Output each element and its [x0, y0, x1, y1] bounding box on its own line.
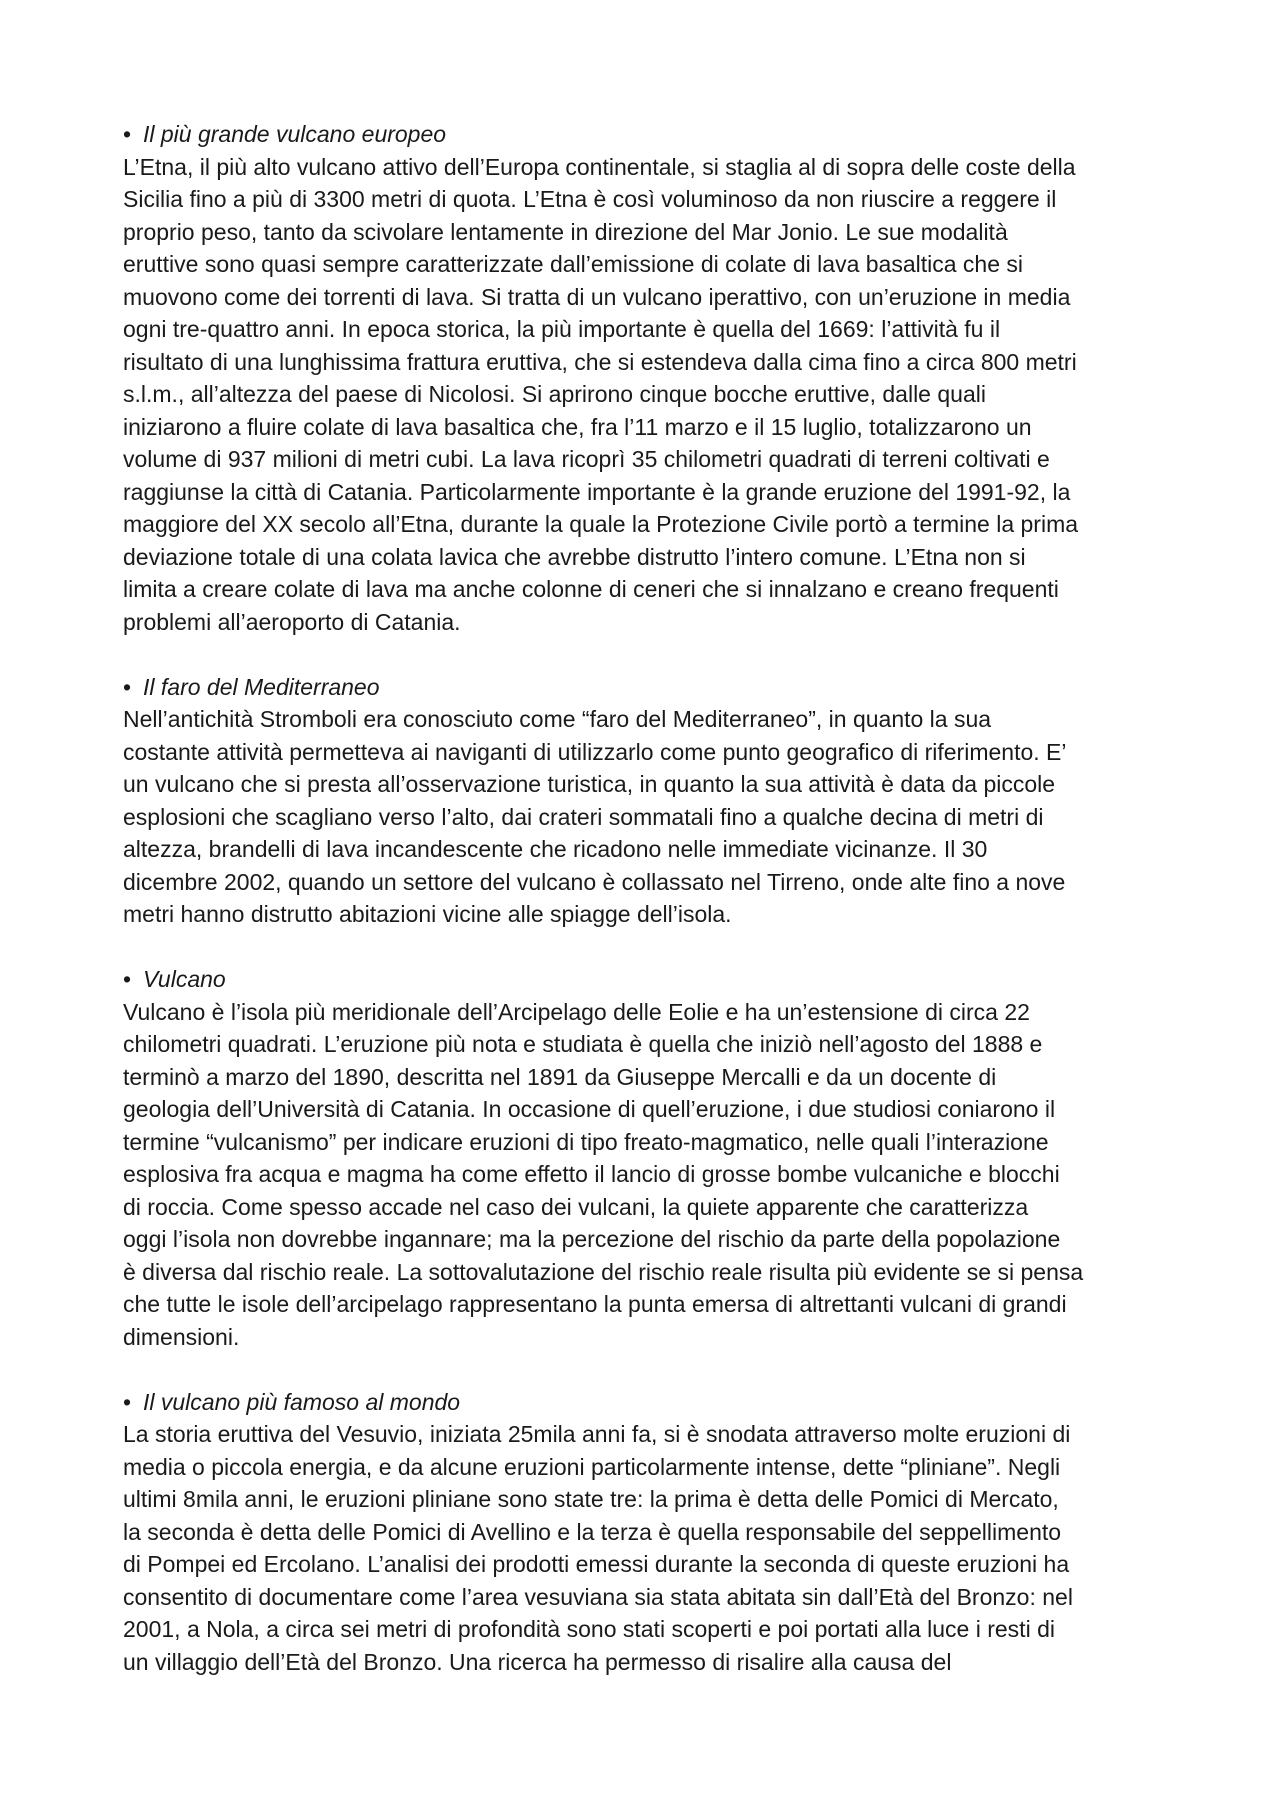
paragraph-line: maggiore del XX secolo all’Etna, durante la quale la Protezione Civile portò a termine la prima: [123, 511, 1079, 537]
paragraph-line: media o piccola energia, e da alcune eruzioni particolarmente intense, dette “pliniane”. Negli: [123, 1453, 1061, 1480]
paragraph-line: ogni tre-quattro anni. In epoca storica, la più importante è quella del 1669: l’attività fu il: [123, 316, 1001, 342]
paragraph-line: termine “vulcanismo” per indicare eruzioni di tipo freato-magmatico, nelle quali l’interazione: [123, 1128, 1049, 1155]
section-heading: [123, 671, 1181, 704]
paragraph-line: deviazione totale di una colata lavica che avrebbe distrutto l’intero comune. L’Etna non si: [123, 543, 1026, 570]
paragraph-line: un villaggio dell’Età del Bronzo. Una ricerca ha permesso di risalire alla causa del: [123, 1648, 952, 1675]
paragraph-line: costante attività permetteva ai naviganti di utilizzarlo come punto geografico di riferimento. E’: [123, 738, 1067, 765]
paragraph-line: muovono come dei torrenti di lava. Si tratta di un vulcano iperattivo, con un’eruzione in media: [123, 283, 1071, 310]
paragraph-line: L’Etna, il più alto vulcano attivo dell’Europa continentale, si staglia al di sopra delle coste della: [123, 153, 1076, 180]
paragraph-line: Nell’antichità Stromboli era conosciuto come “faro del Mediterraneo”, in quanto la sua: [123, 706, 992, 732]
paragraph-line: chilometri quadrati. L’eruzione più nota e studiata è quella che iniziò nell’agosto del 1888 e: [123, 1031, 1043, 1057]
paragraph-line: altezza, brandelli di lava incandescente che ricadono nelle immediate vicinanze. Il 30: [123, 836, 988, 862]
paragraph-line: esplosioni che scagliano verso l’alto, dai crateri sommatali fino a qualche decina di metri di: [123, 803, 1044, 830]
paragraph-line: eruttive sono quasi sempre caratterizzate dall’emissione di colate di lava basaltica che si: [123, 251, 1024, 277]
paragraph-line: consentito di documentare come l’area vesuviana sia stata abitata sin dall’Età del Bronzo: nel: [123, 1583, 1073, 1610]
paragraph-line: volume di 937 milioni di metri cubi. La lava ricoprì 35 chilometri quadrati di terreni coltivati e: [123, 446, 1050, 472]
paragraph-line: dimensioni.: [123, 1323, 240, 1350]
document-page: [123, 118, 1181, 1711]
paragraph-line: che tutte le isole dell’arcipelago rappresentano la punta emersa di altrettanti vulcani di grandi: [123, 1291, 1067, 1317]
section-vulcano: [123, 963, 1181, 1353]
bullet-icon: •: [123, 966, 132, 992]
section-heading: [123, 1386, 1181, 1419]
paragraph-line: iniziarono a fluire colate di lava basaltica che, fra l’11 marzo e il 15 luglio, totalizzarono un: [123, 413, 1032, 440]
paragraph-line: La storia eruttiva del Vesuvio, iniziata 25mila anni fa, si è snodata attraverso molte eruzioni di: [123, 1421, 1071, 1447]
bullet-icon: •: [123, 673, 132, 700]
paragraph-line: 2001, a Nola, a circa sei metri di profondità sono stati scoperti e poi portati alla luce i resti di: [123, 1616, 1055, 1642]
paragraph-line: esplosiva fra acqua e magma ha come effetto il lancio di grosse bombe vulcaniche e blocchi: [123, 1161, 1060, 1187]
paragraph-line: di roccia. Come spesso accade nel caso dei vulcani, la quiete apparente che caratterizza: [123, 1193, 1029, 1220]
section-heading-text: Vulcano: [143, 966, 226, 992]
paragraph-line: oggi l’isola non dovrebbe ingannare; ma la percezione del rischio da parte della popolazione: [123, 1226, 1061, 1252]
paragraph-line: dicembre 2002, quando un settore del vulcano è collassato nel Tirreno, onde alte fino a nove: [123, 868, 1066, 895]
section-heading: [123, 118, 1181, 151]
paragraph-line: un vulcano che si presta all’osservazione turistica, in quanto la sua attività è data da piccole: [123, 771, 1056, 797]
section-vesuvio: [123, 1386, 1181, 1679]
section-heading-text: Il faro del Mediterraneo: [143, 673, 380, 700]
section-heading: [123, 963, 1181, 996]
paragraph-line: di Pompei ed Ercolano. L’analisi dei prodotti emessi durante la seconda di queste eruzioni ha: [123, 1551, 1070, 1577]
section-heading-text: Il vulcano più famoso al mondo: [143, 1388, 461, 1415]
paragraph-line: risultato di una lunghissima frattura eruttiva, che si estendeva dalla cima fino a circa 800 metri: [123, 348, 1077, 375]
section-stromboli: [123, 671, 1181, 931]
paragraph-line: raggiunse la città di Catania. Particolarmente importante è la grande eruzione del 1991-92, la: [123, 478, 1071, 505]
section-heading-text: Il più grande vulcano europeo: [143, 121, 447, 147]
paragraph-line: Sicilia fino a più di 3300 metri di quota. L’Etna è così voluminoso da non riuscire a reggere il: [123, 186, 1057, 212]
paragraph-line: terminò a marzo del 1890, descritta nel 1891 da Giuseppe Mercalli e da un docente di: [123, 1063, 997, 1090]
paragraph-line: metri hanno distrutto abitazioni vicine alle spiagge dell’isola.: [123, 901, 732, 927]
paragraph-line: geologia dell’Università di Catania. In occasione di quell’eruzione, i due studiosi coniarono il: [123, 1096, 1056, 1122]
paragraph-line: proprio peso, tanto da scivolare lentamente in direzione del Mar Jonio. Le sue modalità: [123, 218, 1008, 245]
paragraph-line: Vulcano è l’isola più meridionale dell’Arcipelago delle Eolie e ha un’estensione di circa 22: [123, 998, 1030, 1025]
paragraph-line: s.l.m., all’altezza del paese di Nicolosi. Si aprirono cinque bocche eruttive, dalle quali: [123, 381, 986, 407]
bullet-icon: •: [123, 121, 132, 147]
paragraph-line: è diversa dal rischio reale. La sottovalutazione del rischio reale risulta più evidente se si pensa: [123, 1258, 1084, 1285]
paragraph-line: ultimi 8mila anni, le eruzioni pliniane sono state tre: la prima è detta delle Pomici di Mercato,: [123, 1486, 1059, 1512]
section-etna: [123, 118, 1181, 638]
paragraph-line: limita a creare colate di lava ma anche colonne di ceneri che si innalzano e creano frequenti: [123, 576, 1059, 602]
bullet-icon: •: [123, 1388, 132, 1415]
paragraph-line: problemi all’aeroporto di Catania.: [123, 608, 461, 635]
paragraph-line: la seconda è detta delle Pomici di Avellino e la terza è quella responsabile del seppellimento: [123, 1518, 1062, 1545]
